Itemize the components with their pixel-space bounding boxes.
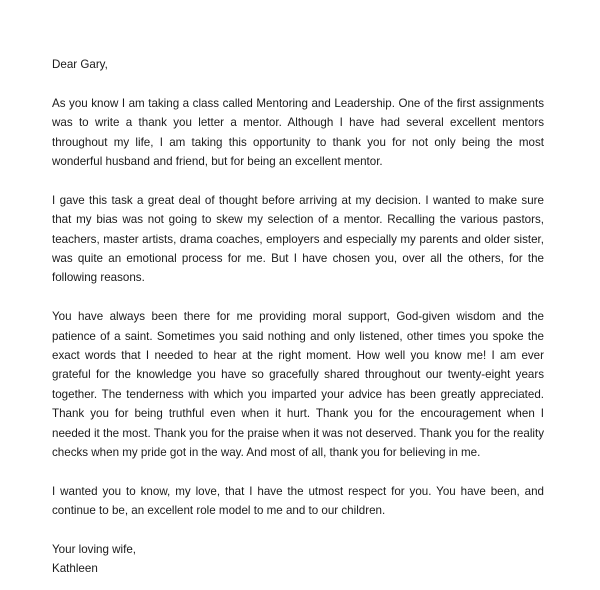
letter-closing: Your loving wife,	[52, 543, 136, 557]
letter-paragraph-3: You have always been there for me providing moral support, God-given wisdom and the patience of a saint. Sometimes you said nothing and only listened, other times you spoke the exact words that I needed to hear at the right moment. How well you know me! I am ever grateful for the knowledge you have so gracefully shared throughout our twenty-eight years together. The tenderness with which you imparted your advice has been greatly appreciated. Thank you for being truthful even when it hurt. Thank you for the encouragement when I needed it the most. Thank you for the praise when it was not deserved. Thank you for the reality checks when my pride got in the way. And most of all, thank you for believing in me.	[52, 310, 544, 460]
letter-paragraph-1: As you know I am taking a class called Mentoring and Leadership. One of the first assignments was to write a thank you letter a mentor. Although I have had several excellent mentors throughout my life, I am taking this opportunity to thank you for not only being the most wonderful husband and friend, but for being an excellent mentor.	[52, 96, 544, 169]
letter-paragraph-2: I gave this task a great deal of thought before arriving at my decision. I wanted to make sure that my bias was not going to skew my selection of a mentor. Recalling the various pastors, teachers, master artists, drama coaches, employers and especially my parents and older sister, was quite an emotional process for me. But I have chosen you, over all the others, for the following reasons.	[52, 193, 544, 285]
letter-paragraph-4: I wanted you to know, my love, that I have the utmost respect for you. You have been, and continue to be, an excellent role model to me and to our children.	[52, 484, 544, 518]
letter-greeting: Dear Gary,	[52, 58, 108, 71]
letter-signature: Kathleen	[52, 562, 98, 576]
letter-body	[52, 55, 544, 579]
